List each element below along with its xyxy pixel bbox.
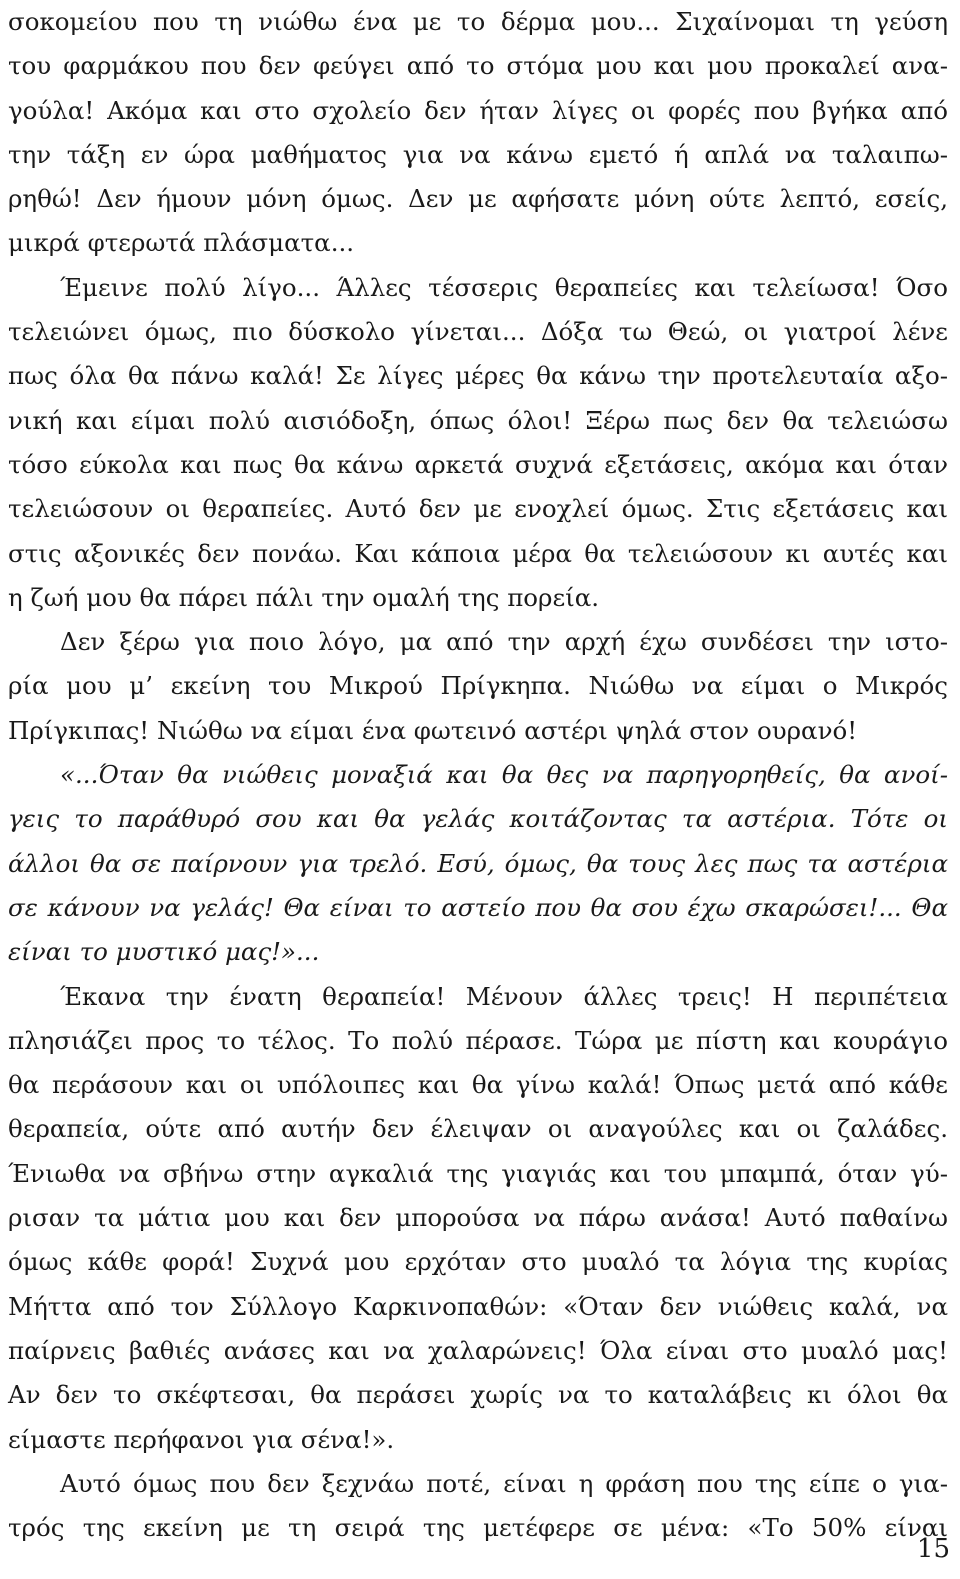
text-line: Αν δεν το σκέφτεσαι, θα περάσει χωρίς να το καταλάβεις κι όλοι θα <box>8 1380 948 1410</box>
text-line: τελειώσουν οι θεραπείες. Αυτό δεν με ενοχλεί όμως. Στις εξετάσεις και <box>8 494 948 524</box>
text-line: πως όλα θα πάνω καλά! Σε λίγες μέρες θα κάνω την προτελευταία αξο- <box>8 361 948 391</box>
text-line: Δεν ξέρω για ποιο λόγο, μα από την αρχή έχω συνδέσει την ιστο- <box>60 627 948 657</box>
text-line: Μήττα από τον Σύλλογο Καρκινοπαθών: «Όταν δεν νιώθεις καλά, να <box>8 1291 948 1321</box>
text-line: την τάξη εν ώρα μαθήματος για να κάνω εμετό ή απλά να ταλαιπω- <box>8 139 948 169</box>
text-line: στις αξονικές δεν πονάω. Και κάποια μέρα θα τελειώσουν κι αυτές και <box>8 538 948 568</box>
text-line: «...Όταν θα νιώθεις μοναξιά και θα θες να παρηγορηθείς, θα ανοί- <box>60 760 948 790</box>
text-line: νική και είμαι πολύ αισιόδοξη, όπως όλοι! Ξέρω πως δεν θα τελειώσω <box>8 405 948 435</box>
text-line: γεις το παράθυρό σου και θα γελάς κοιτάζοντας τα αστέρια. Τότε οι <box>8 804 948 834</box>
page-body <box>8 0 948 1550</box>
text-line: ρισαν τα μάτια μου και δεν μπορούσα να πάρω ανάσα! Αυτό παθαίνω <box>8 1203 948 1233</box>
text-line: μικρά φτερωτά πλάσματα... <box>8 228 355 258</box>
page-number: 15 <box>916 1534 950 1564</box>
text-line: σε κάνουν να γελάς! Θα είναι το αστείο που θα σου έχω σκαρώσει!... Θα <box>8 892 948 922</box>
text-line: όμως κάθε φορά! Συχνά μου ερχόταν στο μυαλό τα λόγια της κυρίας <box>8 1247 948 1277</box>
text-line: σοκομείου που τη νιώθω ένα με το δέρμα μου... Σιχαίνομαι τη γεύση <box>8 7 948 36</box>
text-line: τρός της εκείνη με τη σειρά της μετέφερε σε μένα: «Το 50% είναι <box>8 1513 948 1543</box>
text-line: ρία μου μ’ εκείνη του Μικρού Πρίγκηπα. Νιώθω να είμαι ο Μικρός <box>8 671 948 701</box>
text-line: πλησιάζει προς το τέλος. Το πολύ πέρασε. Τώρα με πίστη και κουράγιο <box>8 1025 948 1055</box>
text-line: παίρνεις βαθιές ανάσες και να χαλαρώνεις! Όλα είναι στο μυαλό μας! <box>8 1335 948 1365</box>
text-line: Πρίγκιπας! Νιώθω να είμαι ένα φωτεινό αστέρι ψηλά στον ουρανό! <box>8 715 858 745</box>
text-line: τόσο εύκολα και πως θα κάνω αρκετά συχνά εξετάσεις, ακόμα και όταν <box>8 449 948 479</box>
text-line: θεραπεία, ούτε από αυτήν δεν έλειψαν οι αναγούλες και οι ζαλάδες. <box>8 1114 948 1144</box>
text-line: του φαρμάκου που δεν φεύγει από το στόμα μου και μου προκαλεί ανα- <box>8 51 948 81</box>
text-line: ρηθώ! Δεν ήμουν μόνη όμως. Δεν με αφήσατε μόνη ούτε λεπτό, εσείς, <box>8 184 948 214</box>
text-line: άλλοι θα σε παίρνουν για τρελό. Εσύ, όμως, θα τους λες πως τα αστέρια <box>8 848 948 878</box>
text-line: η ζωή μου θα πάρει πάλι την ομαλή της πορεία. <box>8 582 600 612</box>
text-line: γούλα! Ακόμα και στο σχολείο δεν ήταν λίγες οι φορές που βγήκα από <box>8 95 948 125</box>
text-line: Έκανα την ένατη θεραπεία! Μένουν άλλες τρεις! Η περιπέτεια <box>60 981 948 1011</box>
text-line: είμαστε περήφανοι για σένα!». <box>8 1424 395 1454</box>
text-line: τελειώνει όμως, πιο δύσκολο γίνεται... Δόξα τω Θεώ, οι γιατροί λένε <box>8 317 948 347</box>
text-line: Ένιωθα να σβήνω στην αγκαλιά της γιαγιάς και του μπαμπά, όταν γύ- <box>8 1158 948 1188</box>
text-line: Έμεινε πολύ λίγο... Άλλες τέσσερις θεραπείες και τελείωσα! Όσο <box>60 272 948 302</box>
text-line: θα περάσουν και οι υπόλοιπες και θα γίνω καλά! Όπως μετά από κάθε <box>8 1070 948 1100</box>
text-line: είναι το μυστικό μας!»... <box>8 937 320 967</box>
text-line: Αυτό όμως που δεν ξεχνάω ποτέ, είναι η φράση που της είπε ο για- <box>60 1468 948 1498</box>
